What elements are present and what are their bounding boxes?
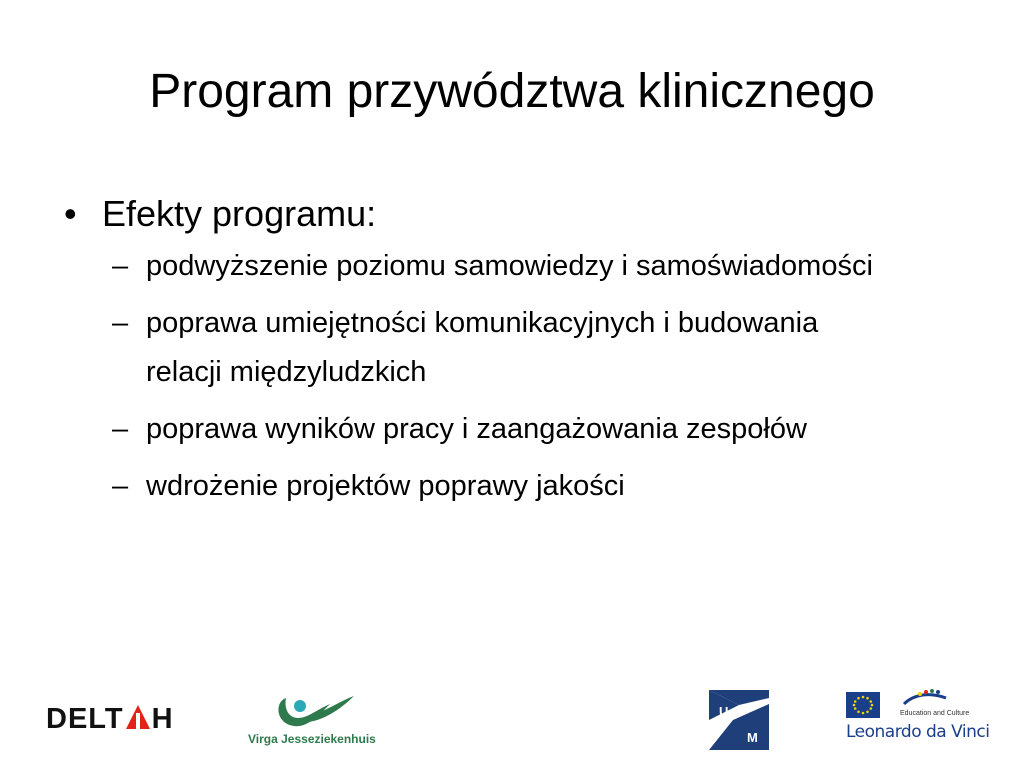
leonardo-caption: Education and Culture bbox=[900, 710, 970, 717]
leonardo-da-vinci-logo bbox=[846, 688, 990, 750]
deltah-logo-text-start: DELT bbox=[46, 703, 124, 735]
sub-item-text: wdrożenie projektów poprawy jakości bbox=[146, 470, 625, 502]
sub-list bbox=[112, 242, 964, 511]
dash-mark: – bbox=[112, 413, 129, 445]
um-logo bbox=[709, 690, 769, 750]
deltah-logo-text-end: H bbox=[151, 703, 174, 735]
sub-item bbox=[112, 405, 964, 454]
leonardo-name: Leonardo da Vinci bbox=[846, 722, 990, 742]
sub-item-text: poprawa umiejętności komunikacyjnych i budowania relacji międzyludzkich bbox=[146, 307, 819, 388]
sub-item bbox=[112, 299, 964, 397]
dash-mark: – bbox=[112, 470, 129, 502]
dash-mark: – bbox=[112, 250, 129, 282]
deltah-logo bbox=[46, 702, 174, 736]
eu-flag-icon bbox=[846, 692, 880, 718]
sub-item bbox=[112, 462, 964, 511]
education-culture-emblem-icon bbox=[900, 688, 950, 708]
triangle-icon bbox=[125, 704, 151, 730]
bullet-mark: • bbox=[64, 193, 77, 234]
bullet-text: Efekty programu: bbox=[102, 193, 377, 234]
slide-content bbox=[64, 190, 964, 519]
sub-item-text: poprawa wyników pracy i zaangażowania zespołów bbox=[146, 413, 807, 445]
bullet-item bbox=[64, 190, 964, 238]
slide-title: Program przywództwa klinicznego bbox=[149, 65, 875, 118]
virga-emblem-icon bbox=[268, 692, 368, 734]
sub-item bbox=[112, 242, 964, 291]
um-letter-top: U bbox=[719, 704, 729, 719]
virga-logo-text: Virga Jesseziekenhuis bbox=[248, 732, 376, 746]
virga-logo bbox=[248, 692, 388, 752]
um-emblem-icon bbox=[709, 690, 769, 750]
sub-item-text: podwyższenie poziomu samowiedzy i samoświadomości bbox=[146, 250, 873, 282]
dash-mark: – bbox=[112, 307, 129, 339]
um-letter-bottom: M bbox=[747, 730, 758, 745]
